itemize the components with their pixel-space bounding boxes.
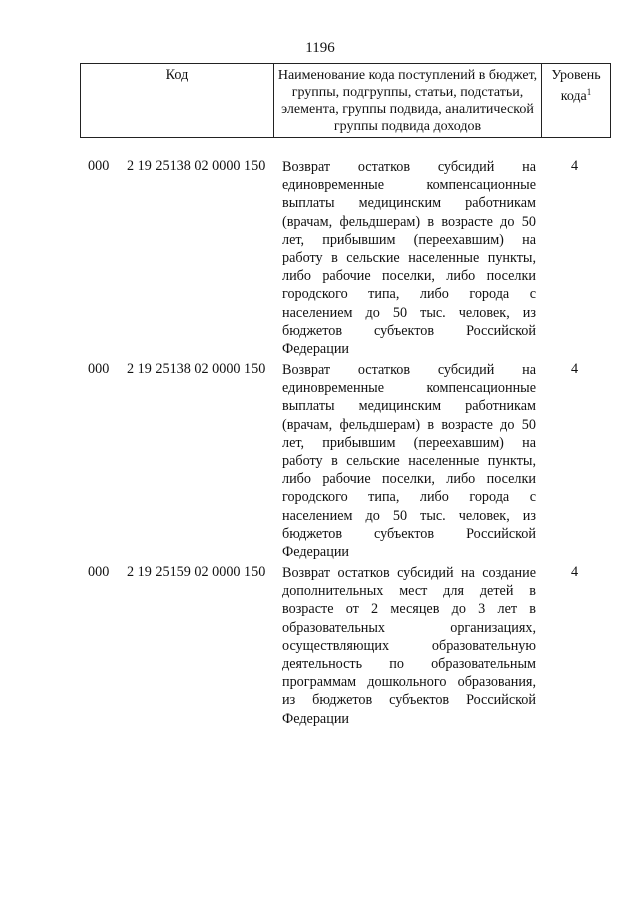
header-level-label: Уровень кода	[551, 68, 601, 104]
revenue-code: 2 19 25138 02 0000 150	[127, 158, 266, 174]
revenue-code: 2 19 25159 02 0000 150	[127, 564, 266, 580]
page-number: 1196	[305, 40, 335, 56]
header-level-footnote: 1	[586, 87, 592, 97]
admin-code: 000	[88, 361, 110, 377]
revenue-name: Возврат остатков субсидий на создание дополнительных мест для детей в возрасте от 2 месяцев до 3 лет в образовательных организациях, осуществляющих образовательную деятельность по образовательным программам дошкольного образования, из бюджетов субъектов Российской Федерации	[282, 565, 536, 727]
header-name: Наименование кода поступлений в бюджет, группы, подгруппы, статьи, подстатьи, элемента, группы подвида, аналитической группы подвида доходов	[274, 64, 542, 137]
code-level: 4	[571, 564, 579, 580]
code-level: 4	[571, 158, 579, 174]
revenue-name: Возврат остатков субсидий на единовременные компенсационные выплаты медицинским работникам (врачам, фельдшерам) в возрасте до 50 лет, прибывшим (переехавшим) на работу в сельские населенные пункты, либо рабочие поселки, либо поселки городского типа, либо города с населением до 50 тыс. человек, из бюджетов субъектов Российской Федерации	[282, 362, 536, 561]
admin-code: 000	[88, 158, 110, 174]
header-level	[542, 64, 610, 137]
table-header	[80, 63, 611, 138]
admin-code: 000	[88, 564, 110, 580]
code-level: 4	[571, 361, 579, 377]
revenue-name: Возврат остатков субсидий на единовременные компенсационные выплаты медицинским работникам (врачам, фельдшерам) в возрасте до 50 лет, прибывшим (переехавшим) на работу в сельские населенные пункты, либо рабочие поселки, либо поселки городского типа, либо города с населением до 50 тыс. человек, из бюджетов субъектов Российской Федерации	[282, 159, 536, 358]
header-code: Код	[81, 64, 274, 137]
revenue-code: 2 19 25138 02 0000 150	[127, 361, 266, 377]
